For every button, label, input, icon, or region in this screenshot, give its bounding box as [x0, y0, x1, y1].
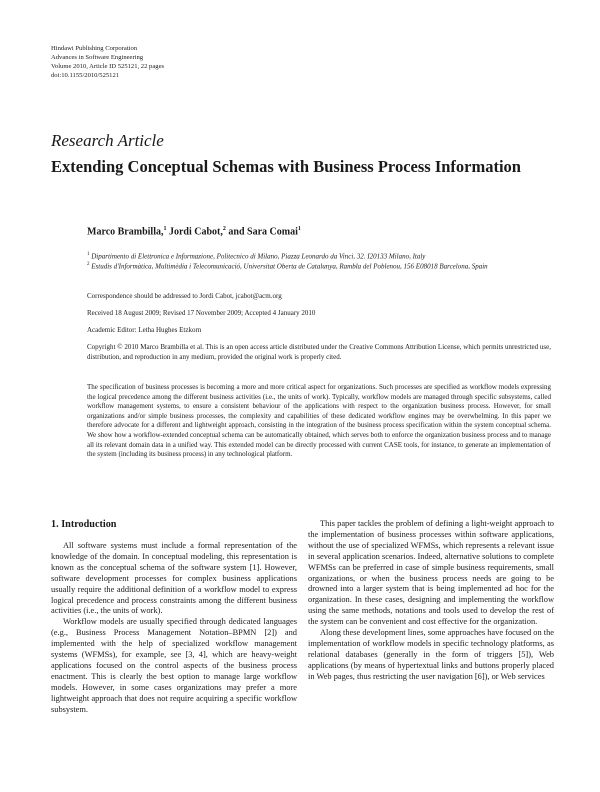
doi[interactable]: doi:10.1155/2010/525121 — [51, 72, 120, 79]
volume-info: Volume 2010, Article ID 525121, 22 pages — [51, 63, 165, 70]
author-affiliation-mark: 1 — [297, 226, 301, 232]
author-list — [87, 226, 301, 237]
affiliation-number: 2 — [87, 262, 90, 267]
author-name: Jordi Cabot, — [168, 226, 223, 238]
academic-editor: Academic Editor: Letha Hughes Etzkorn — [87, 326, 202, 334]
correspondence-note: Correspondence should be addressed to Jordi Cabot, jcabot@acm.org — [87, 292, 282, 300]
affiliation-text: Estudis d'Informàtica, Multimèdia i Telecomunicació, Universitat Oberta de Catalunya, Rambla del Poblenou, 156 E08018 Barcelona, Spain — [91, 262, 488, 271]
affiliation — [87, 260, 527, 272]
paper-title: Extending Conceptual Schemas with Business Process Information — [51, 157, 521, 176]
publisher-name: Hindawi Publishing Corporation — [51, 45, 138, 52]
body-paragraph: All software systems must include a formal representation of the knowledge of the domain. In conceptual modeling, this representation is known as the conceptual schema of the software system [1]. However, software development processes for complex business applications usually require the additional definition of a workflow model to express logical precedence and process constraints among the different business activities (i.e., the units of work). — [51, 541, 297, 616]
section-heading: 1. Introduction — [51, 519, 117, 530]
body-paragraph: This paper tackles the problem of defining a light-weight approach to the implementation of business processes within software applications, without the use of specialized WFMSs, which represents a relevant issue in several application scenarios. Indeed, alternative solutions to complete WFMSs can be preferred in case of simple business requirements, small organizations, or when the business process needs are going to be drowned into a larger system that is being implemented ad hoc for the organization. In these cases, designing and implementing the workflow using the same methods, notations and tools used to develop the rest of the system can be convenient and cost effective for the organization. — [308, 519, 554, 627]
left-column — [51, 519, 297, 716]
affiliation-text: Dipartimento di Elettronica e Informazione, Politecnico di Milano, Piazza Leonardo da Vinci, 32. I20133 Milano, Italy — [91, 252, 426, 261]
author-name: Marco Brambilla, — [87, 226, 164, 238]
author-name: and Sara Comai — [228, 226, 298, 238]
body-paragraph: Along these development lines, some approaches have focused on the implementation of workflow models in specific technology platforms, as relational databases (generally in the form of triggers [5]), Web applications (by means of hypertextual links and buttons properly placed in Web pages, thus restricting the user navigation [6]), or Web services — [308, 628, 554, 681]
affiliation-number: 1 — [87, 252, 90, 257]
abstract: The specification of business processes is becoming a more and more critical aspect for organizations. Such processes are specified as workflow models expressing the logical precedence among the different business activities (i.e., the units of work). Typically, workflow models are managed through specific subsystems, called workflow management systems, to ensure a consistent behaviour of the applications with respect to the organization business process. However, for small organizations and/or simple business processes, the complexity and capabilities of these dedicated workflow engines may be overwhelming. In this paper we therefore advocate for a different and lightweight approach, consisting in the integration of the business process specification within the system conceptual schema. We show how a workflow-extended conceptual schema can be automatically obtained, which serves both to enforce the organization business process and to manage all its relevant domain data in a unified way. This extended model can be directly processed with current CASE tools, for instance, to generate an implementation of the system (including its business process) in any technological platform. — [87, 383, 551, 459]
article-type: Research Article — [51, 131, 164, 150]
copyright-notice: Copyright © 2010 Marco Brambilla et al. This is an open access article distributed under the Creative Commons Attribution License, which permits unrestricted use, distribution, and reproduction in any medium, provided the original work is properly cited. — [87, 343, 551, 361]
author-affiliation-mark: 2 — [222, 226, 226, 232]
author-affiliation-mark: 1 — [163, 226, 167, 232]
journal-name: Advances in Software Engineering — [51, 54, 144, 61]
body-paragraph: Workflow models are usually specified through dedicated languages (e.g., Business Process Management Notation–BPMN [2]) and implemented with the help of specialized workflow management systems (WFMSs), for example, see [3, 4], which are heavy-weight applications focused on the control aspects of the business process enactment. This is clearly the best option to manage large workflow models. However, in some cases organizations may prefer a more lightweight approach that does not require acquiring a specific workflow subsystem. — [51, 617, 297, 714]
submission-dates: Received 18 August 2009; Revised 17 November 2009; Accepted 4 January 2010 — [87, 309, 316, 317]
right-column — [308, 519, 554, 683]
journal-masthead — [51, 44, 164, 80]
